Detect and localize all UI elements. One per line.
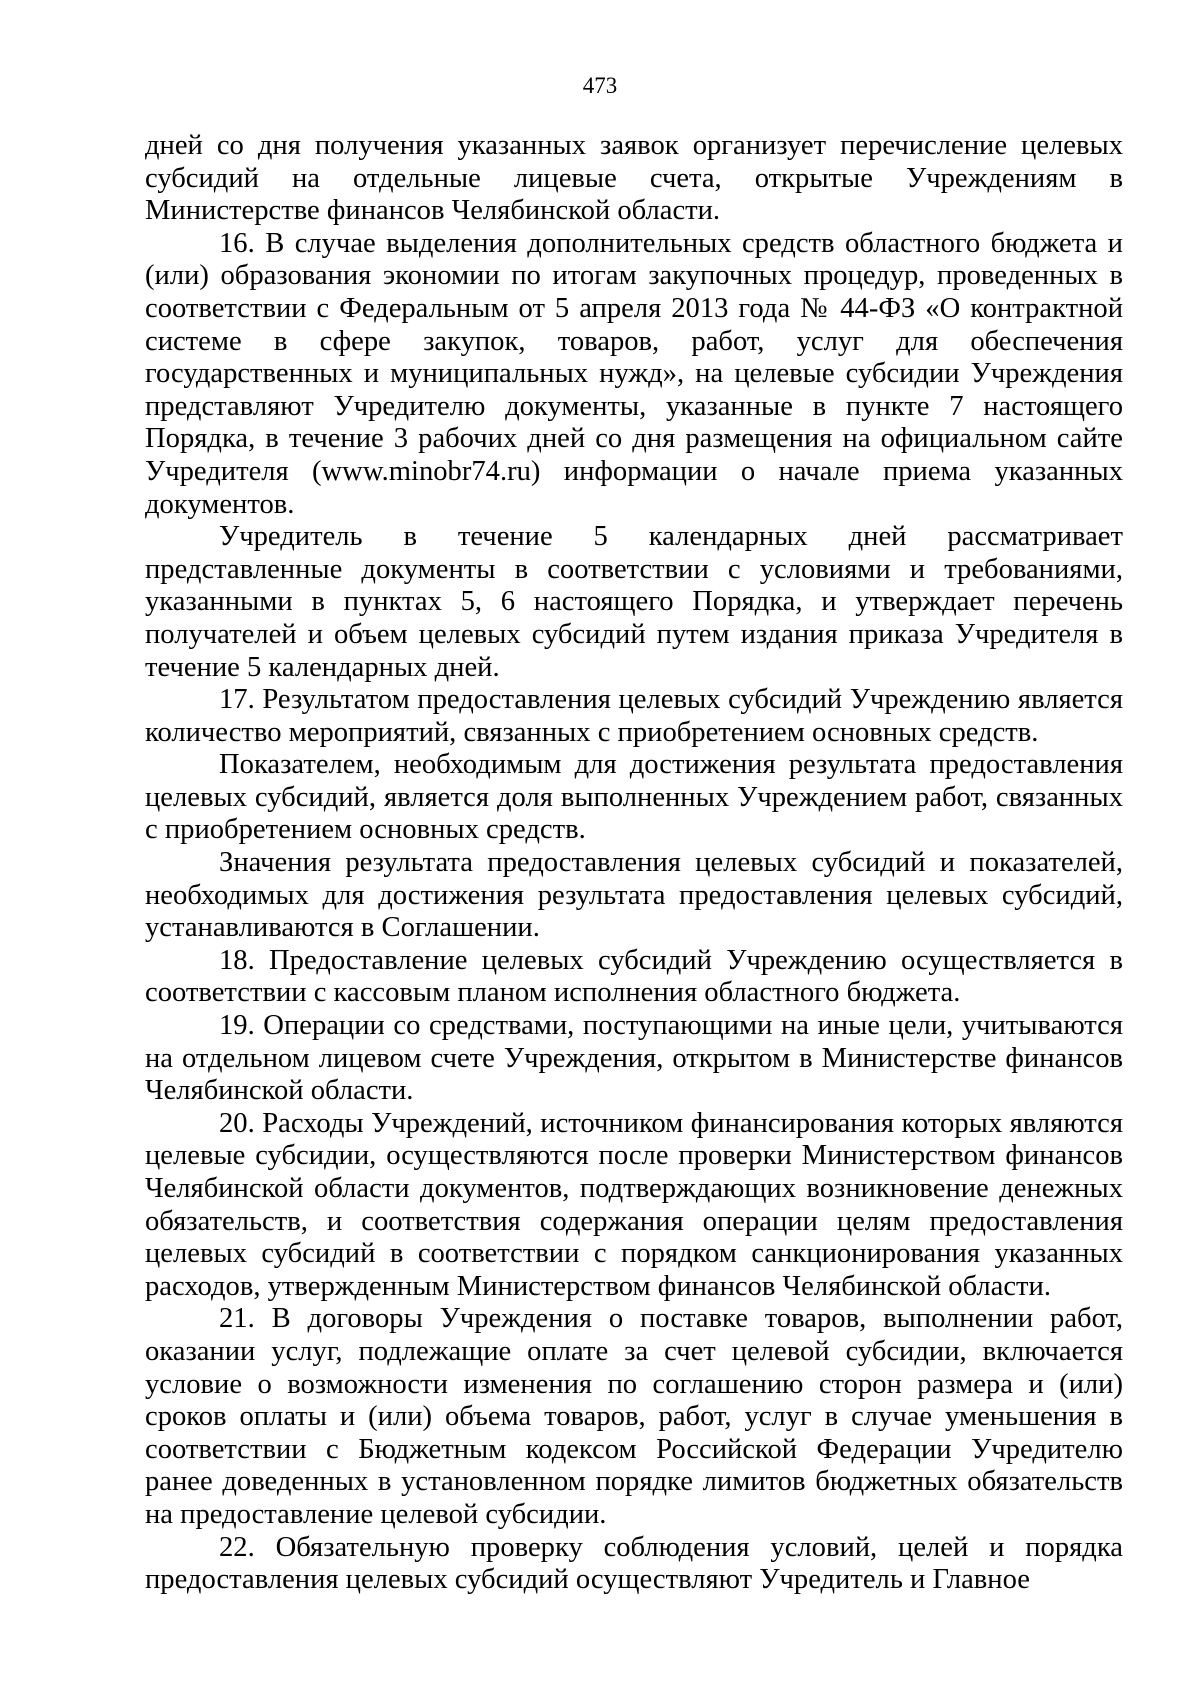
paragraph-16-continued: Учредитель в течение 5 календарных дней рассматривает представленные документы в соответствии с условиями и требованиями, указанными в пунктах 5, 6 настоящего Порядка, и утверждает перечень получателей и объем целевых субсидий путем издания приказа Учредителя в течение 5 календарных дней. (145, 521, 1123, 683)
paragraph-17-indicator: Показателем, необходимым для достижения результата предоставления целевых субсидий, является доля выполненных Учреждением работ, связанных с приобретением основных средств. (145, 749, 1123, 846)
paragraph-17-values: Значения результата предоставления целевых субсидий и показателей, необходимых для достижения результата предоставления целевых субсидий, устанавливаются в Соглашении. (145, 847, 1123, 944)
paragraph-17: 17. Результатом предоставления целевых субсидий Учреждению является количество мероприятий, связанных с приобретением основных средств. (145, 684, 1123, 748)
paragraph-continued: дней со дня получения указанных заявок организует перечисление целевых субсидий на отдельные лицевые счета, открытые Учреждениям в Министерстве финансов Челябинской области. (145, 130, 1123, 227)
paragraph-16: 16. В случае выделения дополнительных средств областного бюджета и (или) образования экономии по итогам закупочных процедур, проведенных в соответствии с Федеральным от 5 апреля 2013 года № 44-ФЗ «О контрактной системе в сфере закупок, товаров, работ, услуг для обеспечения государственных и муниципальных нужд», на целевые субсидии Учреждения представляют Учредителю документы, указанные в пункте 7 настоящего Порядка, в течение 3 рабочих дней со дня размещения на официальном сайте Учредителя (www.minobr74.ru) информации о начале приема указанных документов. (145, 227, 1123, 520)
paragraph-21: 21. В договоры Учреждения о поставке товаров, выполнении работ, оказании услуг, подлежащие оплате за счет целевой субсидии, включается условие о возможности изменения по соглашению сторон размера и (или) сроков оплаты и (или) объема товаров, работ, услуг в случае уменьшения в соответствии с Бюджетным кодексом Российской Федерации Учредителю ранее доведенных в установленном порядке лимитов бюджетных обязательств на предоставление целевой субсидии. (145, 1303, 1123, 1530)
paragraph-18: 18. Предоставление целевых субсидий Учреждению осуществляется в соответствии с кассовым планом исполнения областного бюджета. (145, 944, 1123, 1009)
paragraph-19: 19. Операции со средствами, поступающими на иные цели, учитываются на отдельном лицевом счете Учреждения, открытом в Министерстве финансов Челябинской области. (145, 1010, 1123, 1107)
paragraph-22: 22. Обязательную проверку соблюдения условий, целей и порядка предоставления целевых субсидий осуществляют Учредитель и Главное (145, 1531, 1123, 1596)
page-number: 473 (582, 73, 618, 98)
paragraph-20: 20. Расходы Учреждений, источником финансирования которых являются целевые субсидии, осуществляются после проверки Министерством финансов Челябинской области документов, подтверждающих возникновение денежных обязательств, и соответствия содержания операции целям предоставления целевых субсидий в соответствии с порядком санкционирования указанных расходов, утвержденным Министерством финансов Челябинской области. (145, 1107, 1123, 1302)
document-body (145, 130, 1123, 1597)
